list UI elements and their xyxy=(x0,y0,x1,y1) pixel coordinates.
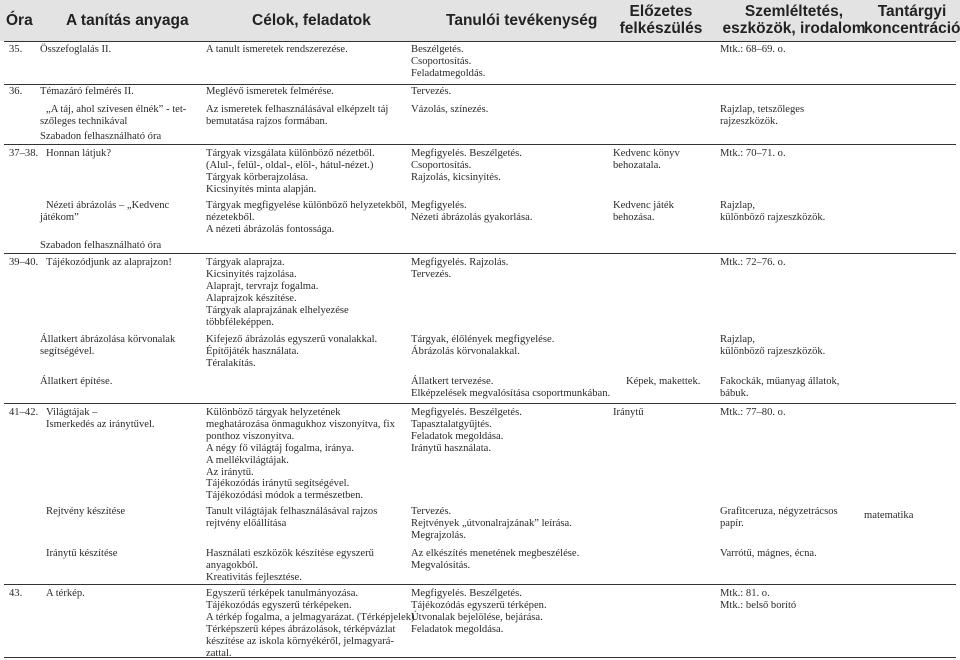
allatkert-abrazolas-tevekenyseg: Tárgyak, élőlények megfigyelése. Ábrázolás körvonalakkal. xyxy=(411,334,555,357)
row-divider xyxy=(4,584,956,585)
iranytu-tevekenyseg: Az elkészítés menetének megbeszélése. Megvalósítás. xyxy=(411,548,580,571)
nezeti-szemleltetes: Rajzlap, különböző rajzeszközök. xyxy=(720,200,826,223)
row-39-tevekenyseg: Megfigyelés. Rajzolás. Tervezés. xyxy=(411,257,509,280)
header-anyag: A tanítás anyaga xyxy=(66,12,189,29)
nezeti-szabadon-label: Szabadon felhasználható óra xyxy=(40,240,162,251)
row-divider xyxy=(4,403,956,404)
row-35-szemleltetes: Mtk.: 68–69. o. xyxy=(720,44,786,55)
row-39-anyag: Tájékozódjunk az alaprajzon! xyxy=(46,257,172,268)
row-36-tevekenyseg: Tervezés. xyxy=(411,86,452,97)
nezeti-celok: Tárgyak megfigyelése különböző helyzetekből, nézetekből. A nézeti ábrázolás fontossága. xyxy=(206,200,408,235)
rejtveny-koncentracio: matematika xyxy=(864,510,914,521)
row-36-celok: Meglévő ismeretek felmérése. xyxy=(206,86,334,97)
row-divider xyxy=(4,84,956,85)
row-41-ora: 41–42. xyxy=(9,407,39,418)
allatkert-abrazolas-szemleltetes: Rajzlap, különböző rajzeszközök. xyxy=(720,334,826,357)
row-divider xyxy=(4,253,956,254)
row-43-ora: 43. xyxy=(9,588,23,599)
allatkert-abrazolas-anyag: Állatkert ábrázolása körvonalak segítségével. xyxy=(40,334,176,357)
taj-szemleltetes: Rajzlap, tetszőleges rajzeszközök. xyxy=(720,104,805,127)
header-elozetes: Előzetes felkészülés xyxy=(619,3,703,37)
rejtveny-celok: Tanult világtájak felhasználásával rajzos rejtvény előállítása xyxy=(206,506,378,529)
taj-anyag: „A táj, ahol szívesen élnék” - tet- szőleges technikával xyxy=(40,104,187,127)
taj-celok: Az ismeretek felhasználásával elképzelt táj bemutatása rajzos formában. xyxy=(206,104,389,127)
row-37-anyag: Honnan látjuk? xyxy=(46,148,112,159)
row-35-tevekenyseg: Beszélgetés. Csoportosítás. Feladatmegoldás. xyxy=(411,44,486,79)
row-43-tevekenyseg: Megfigyelés. Beszélgetés. Tájékozódás egyszerű térképen. Útvonalak bejelölése, bejárása. Feladatok megoldása. xyxy=(411,588,547,635)
row-35-anyag: Összefoglalás II. xyxy=(40,44,112,55)
row-39-celok: Tárgyak alaprajza. Kicsinyítés rajzolása. Alaprajt, tervrajz fogalma. Alaprajzok készítése. Tárgyak alaprajzának elhelyezése többféleképpen. xyxy=(206,257,349,328)
header-szemleltetes: Szemléltetés, eszközök, irodalom xyxy=(722,3,866,37)
iranytu-anyag: Iránytű készítése xyxy=(46,548,118,559)
row-41-elozetes: Iránytű xyxy=(613,407,644,418)
taj-tevekenyseg: Vázolás, színezés. xyxy=(411,104,489,115)
rejtveny-szemleltetes: Grafitceruza, négyzetrácsos papír. xyxy=(720,506,838,529)
row-37-tevekenyseg: Megfigyelés. Beszélgetés. Csoportosítás. Rajzolás, kicsinyítés. xyxy=(411,148,522,183)
header-koncentracio: Tantárgyi koncentráció xyxy=(864,3,960,37)
row-37-celok: Tárgyak vizsgálata különböző nézetből. (Alul-, felül-, oldal-, elöl-, hátul-nézet.) Tárgyak körberajzolása. Kicsinyítés minta alapján. xyxy=(206,148,375,195)
nezeti-tevekenyseg: Megfigyelés. Nézeti ábrázolás gyakorlása. xyxy=(411,200,533,223)
header-ora: Óra xyxy=(6,12,33,29)
taj-szabadon-label: Szabadon felhasználható óra xyxy=(40,131,162,142)
nezeti-elozetes: Kedvenc játék behozása. xyxy=(613,200,674,223)
row-41-anyag: Világtájak – Ismerkedés az iránytűvel. xyxy=(46,407,155,430)
allatkert-epitese-elozetes: Képek, makettek. xyxy=(626,376,701,387)
row-divider xyxy=(4,144,956,145)
row-41-szemleltetes: Mtk.: 77–80. o. xyxy=(720,407,786,418)
header-celok: Célok, feladatok xyxy=(252,12,371,29)
row-divider xyxy=(4,41,956,42)
row-41-tevekenyseg: Megfigyelés. Beszélgetés. Tapasztalatgyűjtés. Feladatok megoldása. Iránytű használata. xyxy=(411,407,522,454)
row-37-szemleltetes: Mtk.: 70–71. o. xyxy=(720,148,786,159)
row-43-szemleltetes: Mtk.: 81. o. Mtk.: belső borító xyxy=(720,588,797,611)
nezeti-anyag: Nézeti ábrázolás – „Kedvenc játékom” xyxy=(40,200,170,223)
row-35-ora: 35. xyxy=(9,44,23,55)
row-39-szemleltetes: Mtk.: 72–76. o. xyxy=(720,257,786,268)
row-35-celok: A tanult ismeretek rendszerezése. xyxy=(206,44,348,55)
row-43-celok: Egyszerű térképek tanulmányozása. Tájékozódás egyszerű térképeken. A térkép fogalma, a jelmagyarázat. (Térképjelek) Térképszerű képes ábrázolások, térképvázlat készítése az iskola környékéről, jelmagyará- zattal. xyxy=(206,588,415,659)
row-36-anyag: Témazáró felmérés II. xyxy=(40,86,134,97)
allatkert-epitese-szemleltetes: Fakockák, műanyag állatok, bábuk. xyxy=(720,376,840,399)
row-37-elozetes: Kedvenc könyv behozatala. xyxy=(613,148,680,171)
row-36-ora: 36. xyxy=(9,86,23,97)
allatkert-abrazolas-celok: Kifejező ábrázolás egyszerű vonalakkal. Építőjáték használata. Téralakítás. xyxy=(206,334,378,369)
row-37-ora: 37–38. xyxy=(9,148,39,159)
allatkert-epitese-tevekenyseg: Állatkert tervezése. Elképzelések megvalósítása csoportmunkában. xyxy=(411,376,611,399)
rejtveny-tevekenyseg: Tervezés. Rejtvények „útvonalrajzának” leírása. Megrajzolás. xyxy=(411,506,572,541)
row-39-ora: 39–40. xyxy=(9,257,39,268)
allatkert-epitese-anyag: Állatkert építése. xyxy=(40,376,113,387)
rejtveny-anyag: Rejtvény készítése xyxy=(46,506,126,517)
header-tevekenyseg: Tanulói tevékenység xyxy=(446,12,598,29)
row-41-celok: Különböző tárgyak helyzetének meghatározása önmagukhoz viszonyítva, fix ponthoz viszonyítva. A négy fő világtáj fogalma, iránya. A mellékvilágtájak. Az iránytű. Tájékozódás iránytű segítségével. Tájékozódási módok a természetben. xyxy=(206,407,395,502)
row-divider xyxy=(4,657,956,658)
iranytu-szemleltetes: Varrótű, mágnes, écna. xyxy=(720,548,817,559)
iranytu-celok: Használati eszközök készítése egyszerű anyagokból. Kreativitás fejlesztése. xyxy=(206,548,374,583)
row-43-anyag: A térkép. xyxy=(46,588,85,599)
